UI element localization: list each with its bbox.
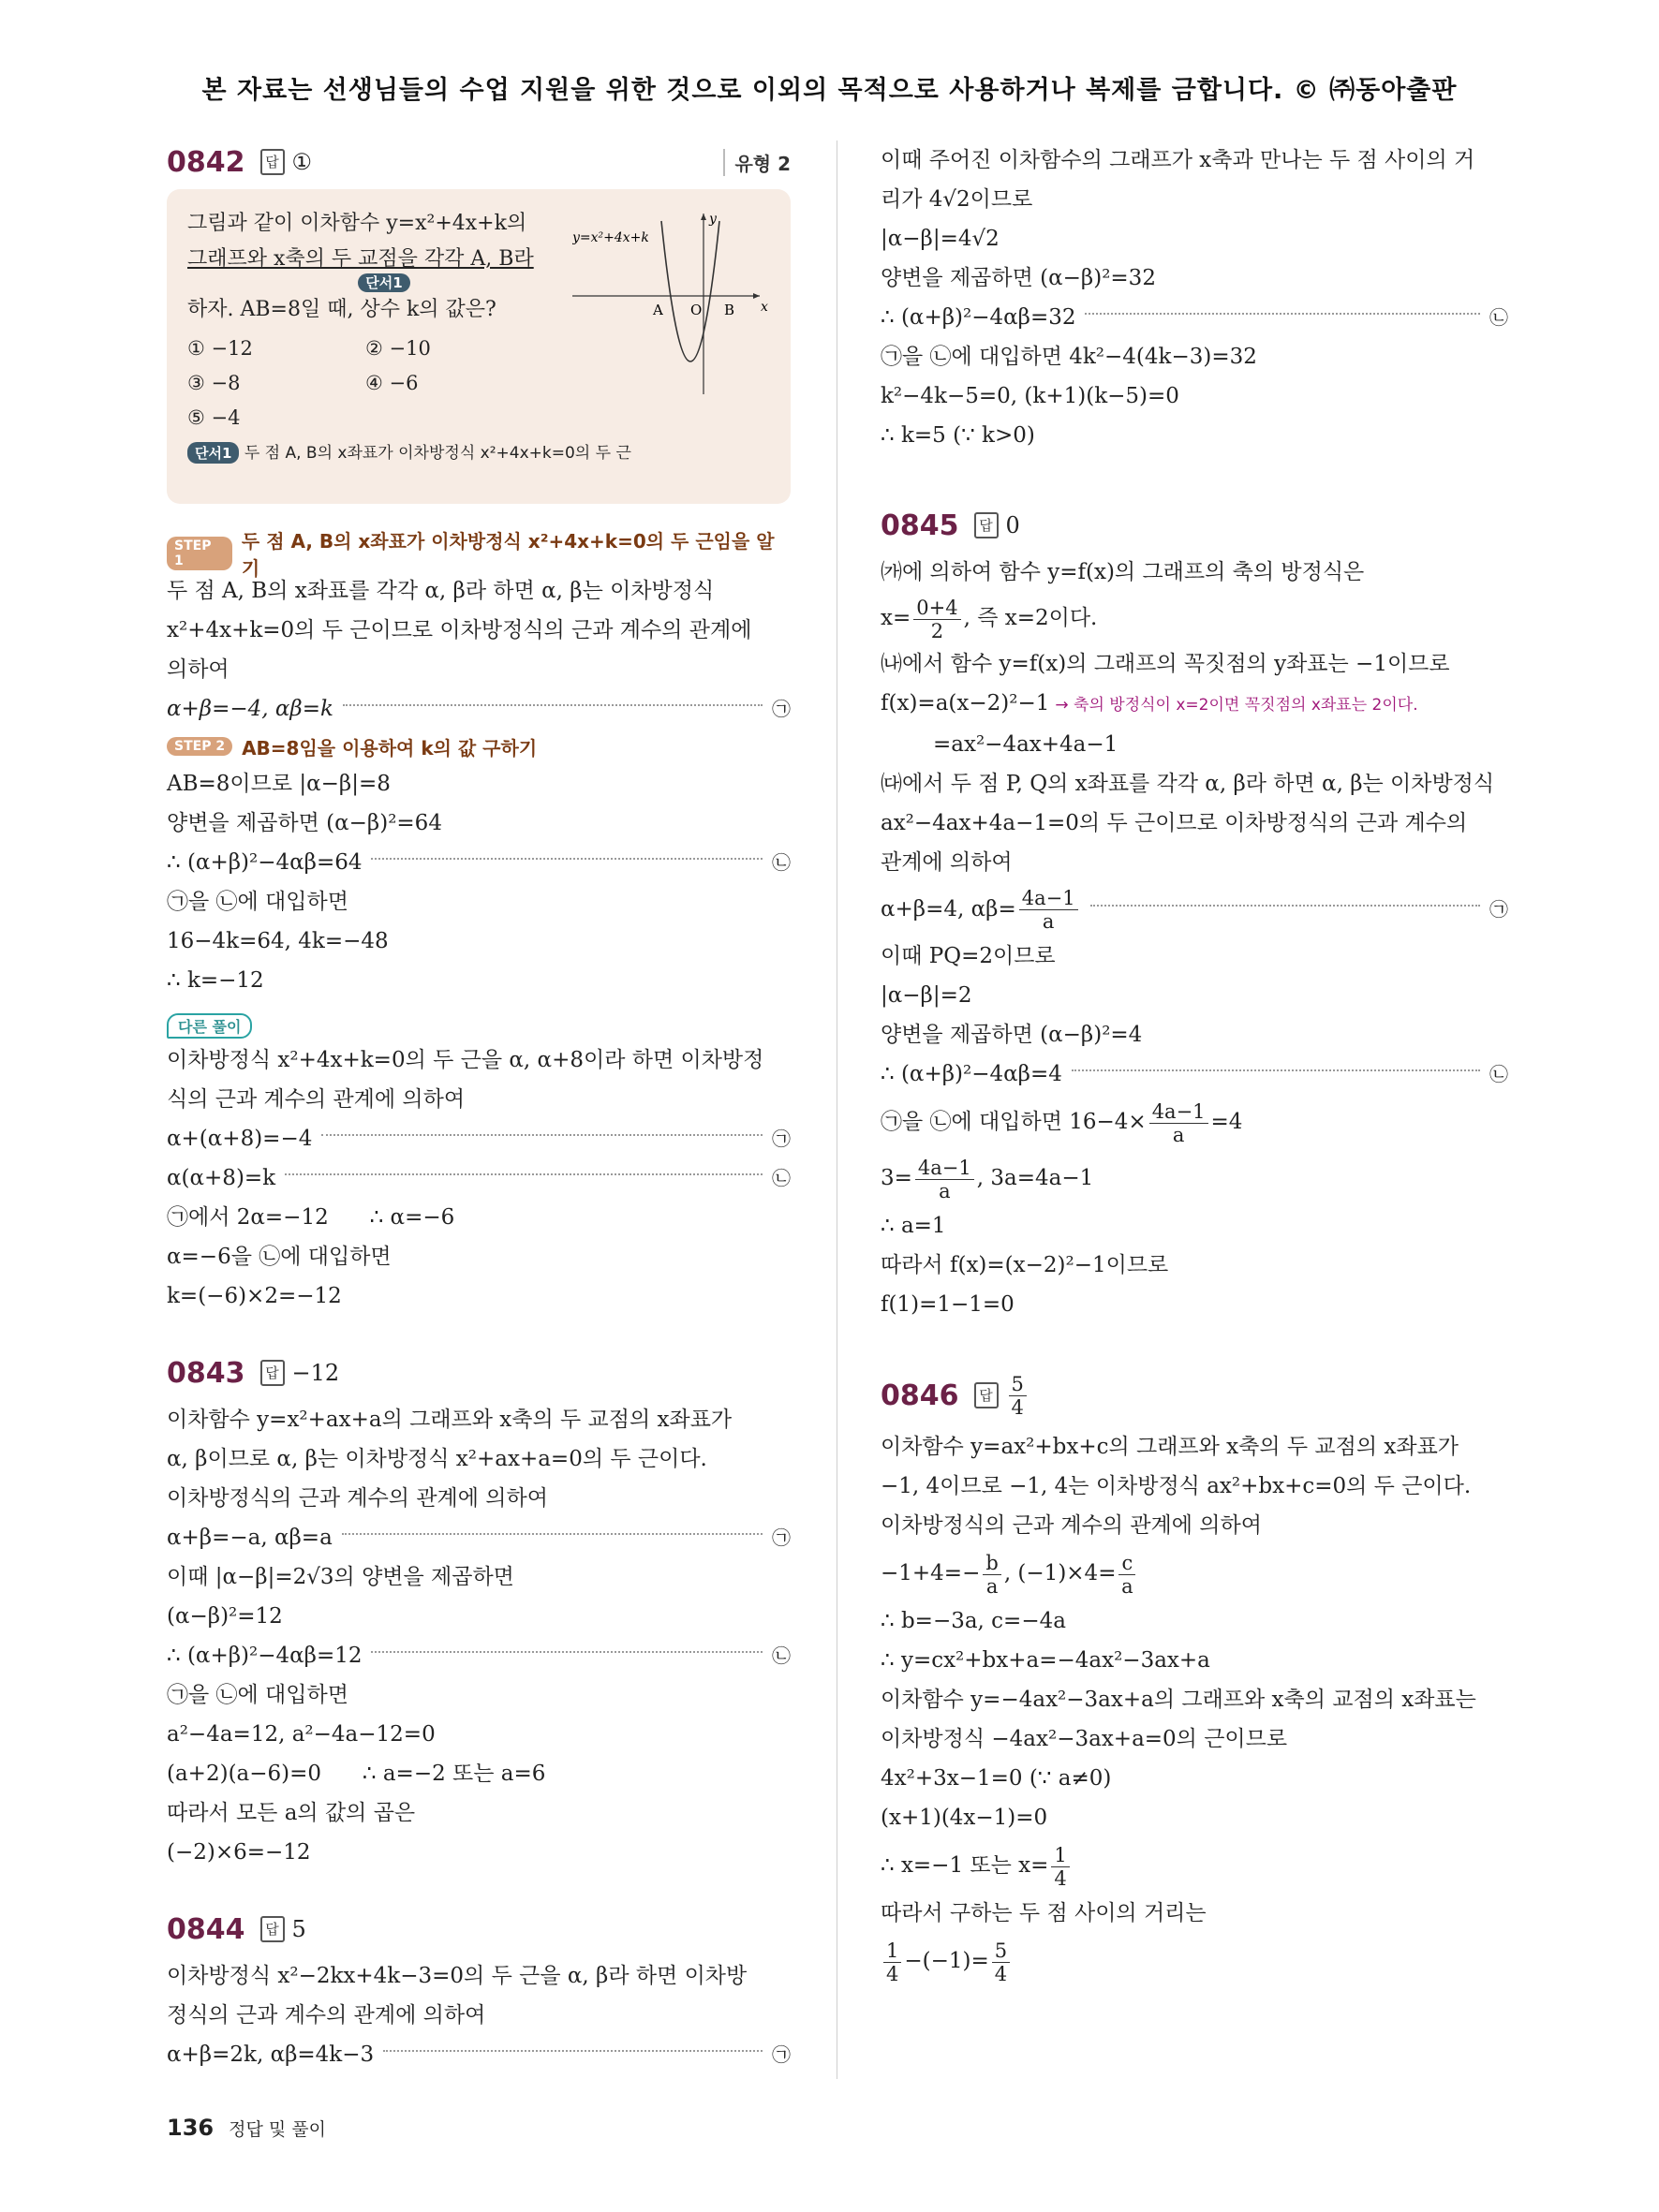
mark: ㉡: [1489, 1063, 1508, 1085]
question-line: 그래프와 x축의 두 교점을 각각 A, B라: [187, 247, 534, 271]
fraction: [1019, 887, 1078, 933]
equation: ∴ (α+β)²−4αβ=4: [881, 1062, 1062, 1086]
solution-line: ㈎에 의하여 함수 y=f(x)의 그래프의 축의 방정식은: [881, 560, 1365, 584]
solution-line: ㉠을 ㉡에 대입하면: [167, 890, 348, 914]
solution-line: ∴ b=−3a, c=−4a: [881, 1609, 1066, 1633]
solution-line: ㉠을 ㉡에 대입하면: [167, 1683, 348, 1707]
choice-4: ④ −6: [365, 372, 419, 394]
fraction: [992, 1939, 1010, 1985]
equation-line: [881, 298, 1508, 337]
type-tag: 유형 2: [723, 149, 791, 176]
fraction-line: [881, 1933, 1508, 1989]
page-number: 136: [167, 2115, 215, 2141]
hint-badge: 단서1: [187, 442, 239, 464]
mark: ㉠: [1489, 898, 1508, 921]
denominator: 2: [930, 619, 944, 642]
denominator: 4: [1054, 1866, 1067, 1890]
equation: α(α+8)=k: [167, 1166, 276, 1190]
solution-line: ax²−4ax+4a−1=0의 두 근이므로 이차방정식의 근과 계수의: [881, 811, 1468, 835]
problem-number: 0842: [167, 145, 245, 179]
solution-line: 정식의 근과 계수의 관계에 의하여: [167, 2003, 486, 2028]
question-box: [167, 189, 791, 504]
text: , 즉 x=2이다.: [963, 606, 1098, 630]
answer-value: 5: [291, 1916, 306, 1942]
alternate-solution-badge: 다른 풀이: [167, 1013, 252, 1039]
solution-line: 이차함수 y=ax²+bx+c의 그래프와 x축의 두 교점의 x좌표가: [881, 1435, 1459, 1459]
solution-line: =ax²−4ax+4a−1: [933, 732, 1118, 757]
question-line: 그림과 같이 이차함수 y=x²+4x+k의: [187, 212, 527, 235]
equation-line: [167, 2035, 791, 2074]
answer-badge: 답: [260, 149, 285, 175]
solution-line: 이차방정식 −4ax²−3ax+a=0의 근이므로: [881, 1727, 1288, 1751]
solution-line: 리가 4√2이므로: [881, 187, 1033, 212]
solution-line: 이때 주어진 이차함수의 그래프가 x축과 만나는 두 점 사이의 거: [881, 148, 1475, 172]
mark: ㉠: [772, 2043, 791, 2066]
solution-line: |α−β|=4√2: [881, 227, 1000, 251]
text: −(−1)=: [904, 1949, 989, 1973]
solution-line: −1, 4이므로 −1, 4는 이차방정식 ax²+bx+c=0의 두 근이다.: [881, 1474, 1472, 1498]
solution-line: 따라서 f(x)=(x−2)²−1이므로: [881, 1253, 1169, 1277]
fraction: [883, 1939, 901, 1985]
solution-line: 이차방정식의 근과 계수의 관계에 의하여: [167, 1486, 548, 1511]
problem-header-0844: [167, 1908, 791, 1951]
footer-label: 정답 및 풀이: [229, 2119, 326, 2140]
answer-value: 0: [1005, 512, 1020, 538]
solution-line: k²−4k−5=0, (k+1)(k−5)=0: [881, 384, 1179, 408]
problem-header-0843: [167, 1351, 791, 1394]
numerator: 4a−1: [1149, 1100, 1208, 1124]
solution-line: (a+2)(a−6)=0 ∴ a=−2 또는 a=6: [167, 1762, 546, 1786]
solution-line: 양변을 제곱하면 (α−β)²=4: [881, 1023, 1143, 1047]
answer-badge: 답: [974, 512, 999, 538]
equation: α+(α+8)=−4: [167, 1127, 313, 1151]
equation-line: [167, 1518, 791, 1557]
denominator: 4: [886, 1962, 899, 1985]
mark: ㉡: [1489, 306, 1508, 329]
text: ∴ x=−1 또는 x=: [881, 1853, 1049, 1878]
answer-value: −12: [291, 1360, 340, 1386]
solution-line: (−2)×6=−12: [167, 1840, 311, 1865]
page-footer: [167, 2115, 326, 2141]
step-title: AB=8임을 이용하여 k의 값 구하기: [242, 736, 538, 759]
fraction: [913, 597, 960, 642]
equation-line: [167, 1119, 791, 1158]
mark: ㉠: [772, 1128, 791, 1150]
parabola-graph: [572, 202, 774, 399]
problem-header-0845: [881, 504, 1508, 547]
side-note: → 축의 방정식이 x=2이면 꼭짓점의 x좌표는 2이다.: [1055, 696, 1418, 715]
problem-number: 0845: [881, 509, 959, 542]
point-b-label: B: [724, 302, 735, 318]
equation: ∴ (α+β)²−4αβ=64: [167, 850, 363, 875]
equation-line: [881, 1054, 1508, 1094]
solution-line: 이차방정식의 근과 계수의 관계에 의하여: [881, 1513, 1262, 1538]
mark: ㉡: [772, 1644, 791, 1667]
text: x=: [881, 606, 911, 630]
solution-line: f(1)=1−1=0: [881, 1292, 1015, 1317]
solution-line: α=−6을 ㉡에 대입하면: [167, 1245, 392, 1269]
x-axis-label: x: [761, 300, 768, 315]
solution-line: 이때 |α−β|=2√3의 양변을 제곱하면: [167, 1565, 514, 1589]
answer-value: ①: [291, 149, 313, 175]
numerator: 5: [992, 1939, 1010, 1963]
solution-line: ㈏에서 함수 y=f(x)의 그래프의 꼭짓점의 y좌표는 −1이므로: [881, 652, 1450, 676]
solution-line: 16−4k=64, 4k=−48: [167, 929, 389, 953]
solution-line: AB=8이므로 |α−β|=8: [167, 772, 391, 796]
numerator: 1: [883, 1939, 901, 1963]
solution-line: ㉠을 ㉡에 대입하면 4k²−4(4k−3)=32: [881, 345, 1257, 369]
equation: α+β=2k, αβ=4k−3: [167, 2042, 375, 2067]
equation: ∴ (α+β)²−4αβ=12: [167, 1644, 363, 1668]
denominator: a: [1042, 909, 1055, 933]
equation-line: [167, 689, 791, 729]
solution-line: ㈐에서 두 점 P, Q의 x좌표를 각각 α, β라 하면 α, β는 이차방정식: [881, 772, 1495, 796]
mark: ㉠: [772, 1526, 791, 1549]
solution-line: 관계에 의하여: [881, 850, 1013, 875]
solution-line: 식의 근과 계수의 관계에 의하여: [167, 1087, 466, 1112]
denominator: a: [985, 1574, 999, 1598]
step-2: [167, 729, 791, 764]
equation: α+β=−4, αβ=k: [167, 697, 333, 721]
fraction-line: [881, 1150, 1508, 1206]
solution-line: ∴ k=5 (∵ k>0): [881, 423, 1035, 448]
numerator: 0+4: [913, 597, 960, 620]
text: −1+4=−: [881, 1561, 981, 1585]
hint-text: 두 점 A, B의 x좌표가 이차방정식 x²+4x+k=0의 두 근: [244, 444, 631, 463]
fraction: [983, 1552, 1000, 1598]
solution-line: 따라서 구하는 두 점 사이의 거리는: [881, 1901, 1207, 1925]
solution-line: x²+4x+k=0의 두 근이므로 이차방정식의 근과 계수의 관계에: [167, 618, 752, 642]
equation-line: [881, 882, 1508, 936]
equation: α+β=−a, αβ=a: [167, 1526, 333, 1550]
text: , 3a=4a−1: [976, 1166, 1094, 1190]
problem-number: 0846: [881, 1379, 959, 1412]
question-text: [187, 206, 543, 328]
left-column: [167, 140, 791, 2074]
text: , (−1)×4=: [1003, 1561, 1117, 1585]
equation-line: [167, 1636, 791, 1675]
fraction: [1051, 1844, 1069, 1890]
copyright-notice: 본 자료는 선생님들의 수업 지원을 위한 것으로 이외의 목적으로 사용하거나 복제를 금합니다. © ㈜동아출판: [201, 76, 1458, 105]
numerator: c: [1118, 1552, 1135, 1575]
numerator: 1: [1051, 1844, 1069, 1867]
numerator: 5: [1009, 1373, 1027, 1396]
answer-badge: 답: [974, 1382, 999, 1408]
solution-line: (α−β)²=12: [167, 1604, 283, 1629]
text: ㉠을 ㉡에 대입하면 16−4×: [881, 1110, 1147, 1134]
solution-line: [881, 684, 1508, 725]
denominator: a: [939, 1179, 951, 1202]
solution-line: ∴ k=−12: [167, 968, 264, 993]
fraction: [1118, 1552, 1135, 1598]
text: α+β=4, αβ=: [881, 897, 1016, 922]
step-badge: STEP 1: [167, 537, 232, 570]
solution-line: 이차방정식 x²−2kx+4k−3=0의 두 근을 α, β라 하면 이차방: [167, 1964, 748, 1988]
solution-line: ∴ a=1: [881, 1214, 946, 1238]
denominator: a: [1172, 1123, 1185, 1146]
fraction-line: [881, 1545, 1508, 1601]
solution-line: |α−β|=2: [881, 983, 972, 1008]
solution-line: ∴ y=cx²+bx+a=−4ax²−3ax+a: [881, 1648, 1210, 1673]
solution-line: 따라서 모든 a의 값의 곱은: [167, 1801, 416, 1825]
mark: ㉡: [772, 1167, 791, 1189]
numerator: 4a−1: [1019, 887, 1078, 910]
mark: ㉡: [772, 851, 791, 874]
origin-label: O: [690, 302, 703, 318]
solution-line: 양변을 제곱하면 (α−β)²=32: [881, 266, 1156, 290]
y-axis-label: y: [709, 212, 717, 227]
step-title: 두 점 A, B의 x좌표가 이차방정식 x²+4x+k=0의 두 근임을 알기: [241, 530, 775, 580]
solution-line: α, β이므로 α, β는 이차방정식 x²+ax+a=0의 두 근이다.: [167, 1447, 707, 1471]
choice-3: ③ −8: [187, 372, 241, 394]
fraction-line: [881, 1837, 1508, 1894]
text: 3=: [881, 1166, 912, 1190]
denominator: a: [1121, 1574, 1133, 1598]
step-badge: STEP 2: [167, 737, 232, 756]
problem-header-0842: [167, 140, 791, 184]
right-column: [881, 140, 1508, 1989]
solution-line: 이때 PQ=2이므로: [881, 944, 1056, 968]
solution-line: 의하여: [167, 657, 230, 682]
problem-number: 0843: [167, 1356, 245, 1390]
solution-line: 이차함수 y=x²+ax+a의 그래프와 x축의 두 교점의 x좌표가: [167, 1408, 733, 1432]
answer-badge: 답: [260, 1360, 285, 1386]
choice-5: ⑤ −4: [187, 406, 241, 429]
solution-line: 4x²+3x−1=0 (∵ a≠0): [881, 1766, 1112, 1791]
problem-header-0846: [881, 1369, 1508, 1422]
question-line: 하자. AB=8일 때, 상수 k의 값은?: [187, 298, 496, 321]
equation-line: [167, 1158, 791, 1198]
problem-number: 0844: [167, 1912, 245, 1946]
equation: ∴ (α+β)²−4αβ=32: [881, 305, 1076, 330]
step-1: [167, 530, 791, 580]
fraction-line: [881, 592, 1508, 644]
solution-line: ㉠에서 2α=−12 ∴ α=−6: [167, 1205, 455, 1230]
denominator: 4: [994, 1962, 1008, 1985]
equation-line: [167, 843, 791, 882]
answer-badge: 답: [260, 1916, 285, 1942]
mark: ㉠: [772, 698, 791, 720]
answer-fraction: [1009, 1373, 1027, 1419]
hint-badge: 단서1: [358, 273, 409, 292]
numerator: 4a−1: [915, 1157, 974, 1180]
fraction-line: [881, 1094, 1508, 1150]
text: =4: [1210, 1110, 1243, 1134]
solution-line: 이차함수 y=−4ax²−3ax+a의 그래프와 x축의 교점의 x좌표는: [881, 1688, 1476, 1712]
solution-line: (x+1)(4x−1)=0: [881, 1806, 1048, 1830]
solution-line: 두 점 A, B의 x좌표를 각각 α, β라 하면 α, β는 이차방정식: [167, 579, 715, 603]
hint-line: [187, 439, 770, 464]
solution-line: 양변을 제곱하면 (α−β)²=64: [167, 811, 442, 835]
solution-line: 이차방정식 x²+4x+k=0의 두 근을 α, α+8이라 하면 이차방정: [167, 1048, 764, 1072]
denominator: 4: [1011, 1395, 1024, 1419]
fraction: [915, 1157, 974, 1202]
numerator: b: [983, 1552, 1000, 1575]
choice-1: ① −12: [187, 337, 253, 360]
point-a-label: A: [653, 302, 663, 318]
equation: f(x)=a(x−2)²−1: [881, 691, 1050, 715]
solution-line: a²−4a=12, a²−4a−12=0: [167, 1722, 436, 1747]
solution-line: k=(−6)×2=−12: [167, 1284, 342, 1308]
fraction: [1149, 1100, 1208, 1146]
choice-2: ② −10: [365, 337, 431, 360]
graph-function-label: y=x²+4x+k: [572, 230, 649, 245]
